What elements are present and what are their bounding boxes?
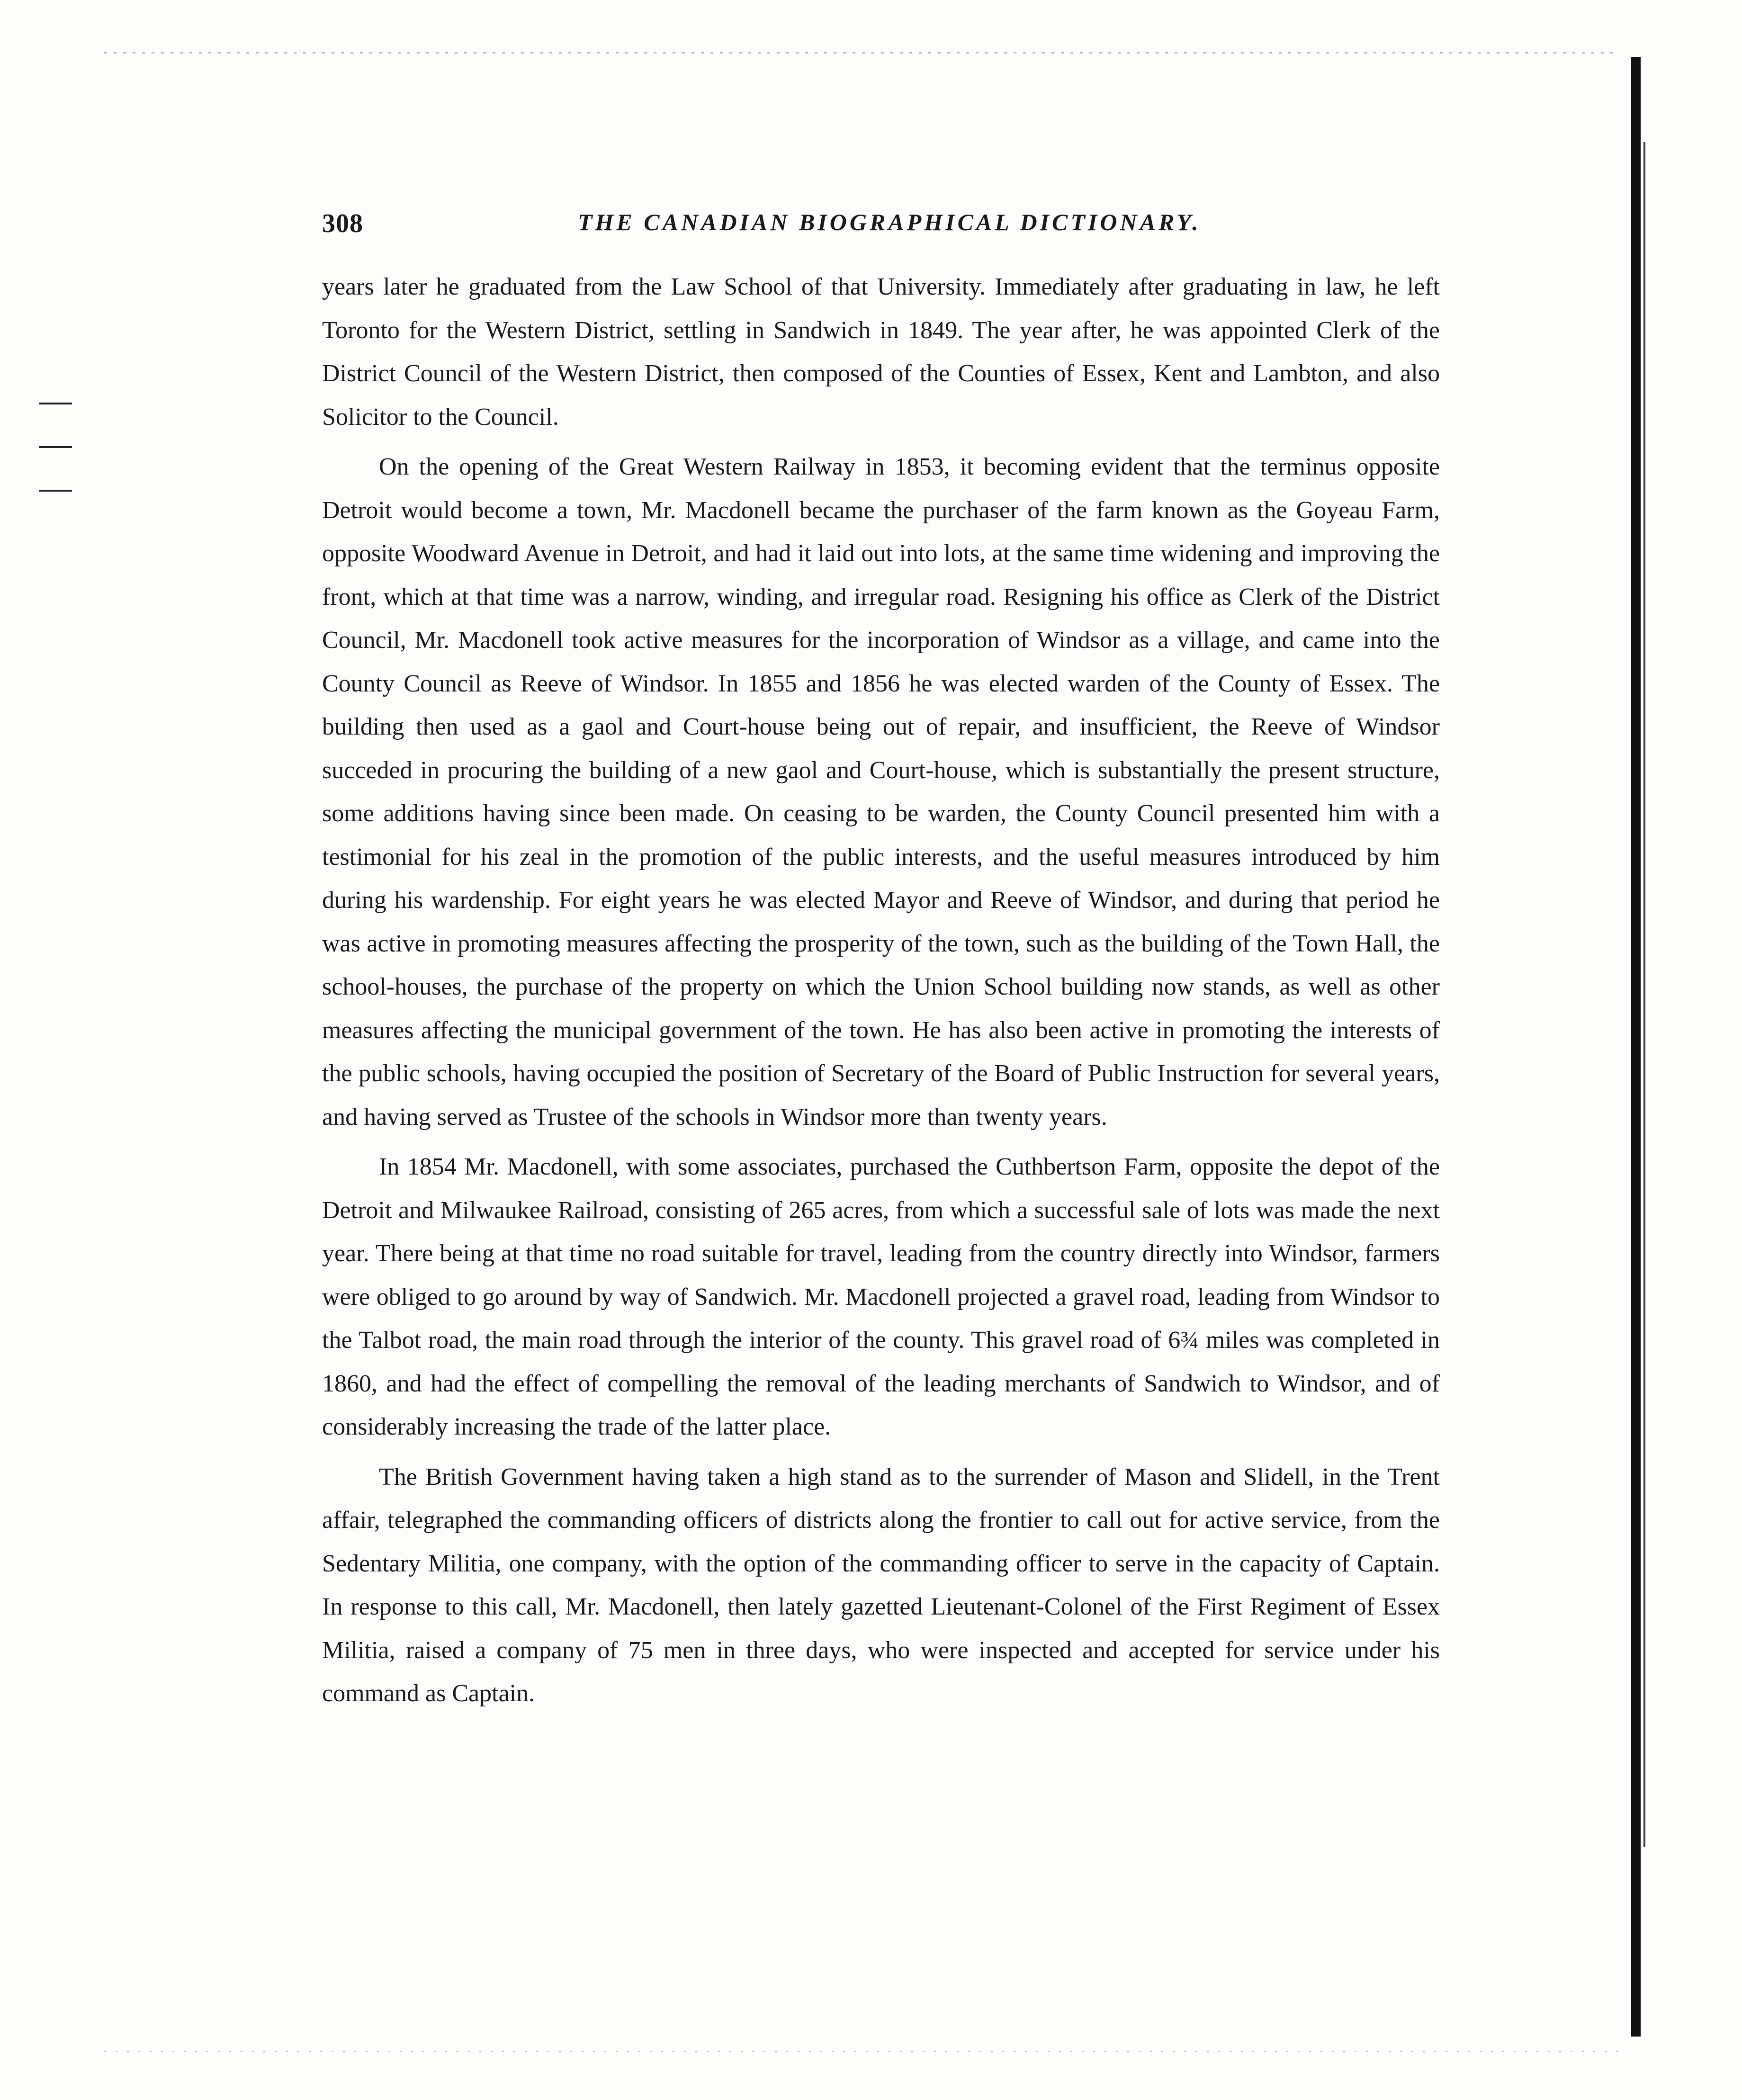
margin-tick (39, 490, 72, 492)
scan-bottom-border (104, 2051, 1620, 2052)
running-head: THE CANADIAN BIOGRAPHICAL DICTIONARY. (578, 209, 1201, 235)
margin-tick (39, 403, 72, 404)
scan-top-border (104, 52, 1620, 54)
paragraph: In 1854 Mr. Macdonell, with some associates, purchased the Cuthbertson Farm, opposite the depot of the Detroit and Milwaukee Railroad, consisting of 265 acres, from which a successful sale of lots was made the next year. There being at that time no road suitable for travel, leading from the country directly into Windsor, farmers were obliged to go around by way of Sandwich. Mr. Macdonell projected a gravel road, leading from Windsor to the Talbot road, the main road through the interior of the county. This gravel road of 6¾ miles was completed in 1860, and had the effect of compelling the removal of the leading merchants of Sandwich to Windsor, and of considerably increasing the trade of the latter place. (322, 1153, 1440, 1440)
body-text (322, 265, 1440, 1715)
scan-right-edge (1631, 57, 1641, 2037)
paragraph: The British Government having taken a high stand as to the surrender of Mason and Slidell, in the Trent affair, telegraphed the commanding officers of districts along the frontier to call out for active service, from the Sedentary Militia, one company, with the option of the commanding officer to serve in the capacity of Captain. In response to this call, Mr. Macdonell, then lately gazetted Lieutenant-Colonel of the First Regiment of Essex Militia, raised a company of 75 men in three days, who were inspected and accepted for service under his command as Captain. (322, 1463, 1440, 1707)
page-number: 308 (322, 209, 363, 238)
page-header (322, 208, 1440, 251)
paragraph: On the opening of the Great Western Railway in 1853, it becoming evident that the terminus opposite Detroit would become a town, Mr. Macdonell became the purchaser of the farm known as the Goyeau Farm, opposite Woodward Avenue in Detroit, and had it laid out into lots, at the same time widening and improving the front, which at that time was a narrow, winding, and irregular road. Resigning his office as Clerk of the District Council, Mr. Macdonell took active measures for the incorporation of Windsor as a village, and came into the County Council as Reeve of Windsor. In 1855 and 1856 he was elected warden of the County of Essex. The building then used as a gaol and Court-house being out of repair, and insufficient, the Reeve of Windsor succeded in procuring the building of a new gaol and Court-house, which is substantially the present structure, some additions having since been made. On ceasing to be warden, the County Council presented him with a testimonial for his zeal in the promotion of the public interests, and the useful measures introduced by him during his wardenship. For eight years he was elected Mayor and Reeve of Windsor, and during that period he was active in promoting measures affecting the prosperity of the town, such as the building of the Town Hall, the school-houses, the purchase of the property on which the Union School building now stands, as well as other measures affecting the municipal government of the town. He has also been active in promoting the interests of the public schools, having occupied the position of Secretary of the Board of Public Instruction for several years, and having served as Trustee of the schools in Windsor more than twenty years. (322, 453, 1440, 1131)
scan-right-edge-shadow (1643, 142, 1645, 1847)
margin-tick-marks (39, 403, 72, 533)
paragraph: years later he graduated from the Law School of that University. Immediately after graduating in law, he left Toronto for the Western District, settling in Sandwich in 1849. The year after, he was appointed Clerk of the District Council of the Western District, then composed of the Counties of Essex, Kent and Lambton, and also Solicitor to the Council. (322, 273, 1440, 431)
margin-tick (39, 446, 72, 448)
